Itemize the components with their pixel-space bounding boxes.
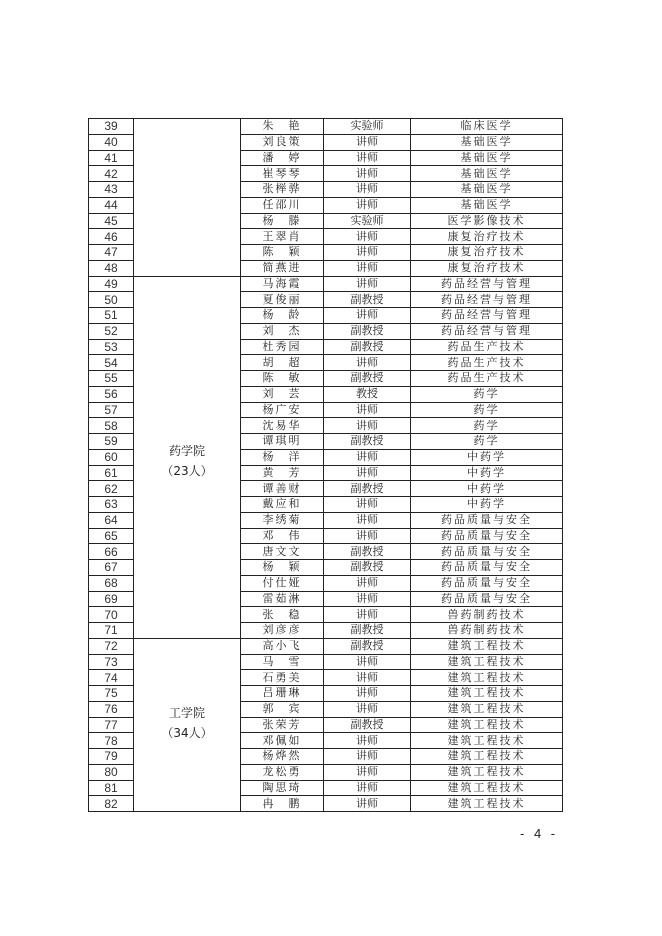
title-cell: 副教授: [324, 717, 411, 733]
title-cell: 讲师: [324, 528, 411, 544]
num-cell: 66: [89, 544, 134, 560]
num-cell: 59: [89, 434, 134, 450]
name-cell: 李绣菊: [241, 512, 324, 528]
title-cell: 讲师: [324, 308, 411, 324]
title-cell: 副教授: [324, 544, 411, 560]
num-cell: 60: [89, 449, 134, 465]
name-cell: 张荣芳: [241, 717, 324, 733]
num-cell: 76: [89, 701, 134, 717]
major-cell: 药学: [411, 402, 563, 418]
num-cell: 78: [89, 733, 134, 749]
major-cell: 药品质量与安全: [411, 591, 563, 607]
table-row: [89, 276, 563, 292]
major-cell: 药品生产技术: [411, 355, 563, 371]
num-cell: 69: [89, 591, 134, 607]
college-name: 工学院: [168, 705, 205, 720]
name-cell: 雷茹淋: [241, 591, 324, 607]
major-cell: 药品质量与安全: [411, 560, 563, 576]
title-cell: 讲师: [324, 260, 411, 276]
major-cell: 临床医学: [411, 119, 563, 135]
major-cell: 中药学: [411, 449, 563, 465]
name-cell: 邓佩如: [241, 733, 324, 749]
title-cell: 副教授: [324, 481, 411, 497]
num-cell: 55: [89, 371, 134, 387]
name-cell: 刘良策: [241, 134, 324, 150]
college-cell: [134, 276, 241, 638]
num-cell: 51: [89, 308, 134, 324]
title-cell: 讲师: [324, 764, 411, 780]
num-cell: 72: [89, 638, 134, 654]
title-cell: 讲师: [324, 607, 411, 623]
major-cell: 建筑工程技术: [411, 733, 563, 749]
num-cell: 52: [89, 323, 134, 339]
num-cell: 39: [89, 119, 134, 135]
num-cell: 57: [89, 402, 134, 418]
num-cell: 45: [89, 213, 134, 229]
major-cell: 建筑工程技术: [411, 670, 563, 686]
major-cell: 建筑工程技术: [411, 654, 563, 670]
title-cell: 讲师: [324, 134, 411, 150]
table-row: [89, 119, 563, 135]
name-cell: 吕珊琳: [241, 686, 324, 702]
name-cell: 陈 颖: [241, 245, 324, 261]
major-cell: 药品质量与安全: [411, 575, 563, 591]
major-cell: 建筑工程技术: [411, 701, 563, 717]
title-cell: 讲师: [324, 166, 411, 182]
name-cell: 马海霞: [241, 276, 324, 292]
name-cell: 杨 龄: [241, 308, 324, 324]
num-cell: 67: [89, 560, 134, 576]
title-cell: 讲师: [324, 229, 411, 245]
title-cell: 讲师: [324, 497, 411, 513]
major-cell: 兽药制药技术: [411, 607, 563, 623]
num-cell: 64: [89, 512, 134, 528]
name-cell: 谭善财: [241, 481, 324, 497]
name-cell: 唐文文: [241, 544, 324, 560]
num-cell: 79: [89, 749, 134, 765]
major-cell: 中药学: [411, 481, 563, 497]
num-cell: 73: [89, 654, 134, 670]
title-cell: 讲师: [324, 402, 411, 418]
num-cell: 54: [89, 355, 134, 371]
num-cell: 74: [89, 670, 134, 686]
staff-table: [88, 118, 563, 812]
major-cell: 药品经营与管理: [411, 308, 563, 324]
num-cell: 75: [89, 686, 134, 702]
num-cell: 77: [89, 717, 134, 733]
title-cell: 讲师: [324, 245, 411, 261]
college-name: 药学院: [168, 444, 205, 459]
major-cell: 药学: [411, 386, 563, 402]
major-cell: 建筑工程技术: [411, 749, 563, 765]
name-cell: 张 稳: [241, 607, 324, 623]
title-cell: 讲师: [324, 465, 411, 481]
name-cell: 杨 滕: [241, 213, 324, 229]
major-cell: 药品生产技术: [411, 339, 563, 355]
major-cell: 医学影像技术: [411, 213, 563, 229]
name-cell: 杨烨然: [241, 749, 324, 765]
num-cell: 80: [89, 764, 134, 780]
name-cell: 崔琴琴: [241, 166, 324, 182]
num-cell: 53: [89, 339, 134, 355]
title-cell: 讲师: [324, 733, 411, 749]
num-cell: 63: [89, 497, 134, 513]
name-cell: 陈 敏: [241, 371, 324, 387]
num-cell: 43: [89, 182, 134, 198]
major-cell: 兽药制药技术: [411, 623, 563, 639]
title-cell: 副教授: [324, 371, 411, 387]
major-cell: 中药学: [411, 465, 563, 481]
major-cell: 康复治疗技术: [411, 260, 563, 276]
name-cell: 刘 杰: [241, 323, 324, 339]
college-cell: [134, 638, 241, 811]
name-cell: 陶思琦: [241, 780, 324, 796]
name-cell: 高小飞: [241, 638, 324, 654]
num-cell: 68: [89, 575, 134, 591]
major-cell: 中药学: [411, 497, 563, 513]
num-cell: 48: [89, 260, 134, 276]
title-cell: 讲师: [324, 591, 411, 607]
major-cell: 基础医学: [411, 182, 563, 198]
college-count: （34人）: [161, 725, 213, 740]
name-cell: 刘彦彦: [241, 623, 324, 639]
title-cell: 讲师: [324, 796, 411, 812]
num-cell: 42: [89, 166, 134, 182]
name-cell: 石勇美: [241, 670, 324, 686]
title-cell: 副教授: [324, 623, 411, 639]
college-cell: [134, 119, 241, 277]
name-cell: 张榉骅: [241, 182, 324, 198]
title-cell: 讲师: [324, 418, 411, 434]
major-cell: 康复治疗技术: [411, 245, 563, 261]
name-cell: 夏俊丽: [241, 292, 324, 308]
major-cell: 基础医学: [411, 150, 563, 166]
title-cell: 讲师: [324, 449, 411, 465]
major-cell: 康复治疗技术: [411, 229, 563, 245]
page-number: - 4 -: [520, 826, 559, 841]
title-cell: 副教授: [324, 323, 411, 339]
name-cell: 冉 鹏: [241, 796, 324, 812]
name-cell: 黄 芳: [241, 465, 324, 481]
name-cell: 龙松勇: [241, 764, 324, 780]
major-cell: 药学: [411, 418, 563, 434]
name-cell: 沈易华: [241, 418, 324, 434]
name-cell: 杨广安: [241, 402, 324, 418]
major-cell: 药品质量与安全: [411, 544, 563, 560]
major-cell: 建筑工程技术: [411, 764, 563, 780]
title-cell: 教授: [324, 386, 411, 402]
name-cell: 简燕进: [241, 260, 324, 276]
name-cell: 戴应和: [241, 497, 324, 513]
title-cell: 讲师: [324, 355, 411, 371]
major-cell: 建筑工程技术: [411, 717, 563, 733]
num-cell: 50: [89, 292, 134, 308]
major-cell: 建筑工程技术: [411, 780, 563, 796]
major-cell: 药品经营与管理: [411, 292, 563, 308]
num-cell: 62: [89, 481, 134, 497]
name-cell: 杨 颖: [241, 560, 324, 576]
num-cell: 65: [89, 528, 134, 544]
name-cell: 付仕娅: [241, 575, 324, 591]
num-cell: 81: [89, 780, 134, 796]
staff-table-body: [89, 119, 563, 812]
name-cell: 杨 洋: [241, 449, 324, 465]
num-cell: 82: [89, 796, 134, 812]
title-cell: 实验师: [324, 119, 411, 135]
name-cell: 任邵川: [241, 197, 324, 213]
title-cell: 讲师: [324, 686, 411, 702]
name-cell: 潘 婷: [241, 150, 324, 166]
title-cell: 讲师: [324, 512, 411, 528]
major-cell: 药品生产技术: [411, 371, 563, 387]
major-cell: 建筑工程技术: [411, 796, 563, 812]
major-cell: 建筑工程技术: [411, 638, 563, 654]
major-cell: 药品质量与安全: [411, 512, 563, 528]
num-cell: 44: [89, 197, 134, 213]
title-cell: 副教授: [324, 560, 411, 576]
name-cell: 马 雪: [241, 654, 324, 670]
title-cell: 讲师: [324, 670, 411, 686]
name-cell: 朱 艳: [241, 119, 324, 135]
num-cell: 58: [89, 418, 134, 434]
name-cell: 刘 芸: [241, 386, 324, 402]
title-cell: 副教授: [324, 292, 411, 308]
major-cell: 基础医学: [411, 134, 563, 150]
college-count: （23人）: [161, 464, 213, 479]
name-cell: 郭 宾: [241, 701, 324, 717]
major-cell: 基础医学: [411, 166, 563, 182]
num-cell: 56: [89, 386, 134, 402]
title-cell: 讲师: [324, 276, 411, 292]
title-cell: 讲师: [324, 749, 411, 765]
major-cell: 药品质量与安全: [411, 528, 563, 544]
num-cell: 49: [89, 276, 134, 292]
num-cell: 41: [89, 150, 134, 166]
title-cell: 讲师: [324, 701, 411, 717]
major-cell: 基础医学: [411, 197, 563, 213]
title-cell: 讲师: [324, 182, 411, 198]
num-cell: 61: [89, 465, 134, 481]
major-cell: 药品经营与管理: [411, 276, 563, 292]
title-cell: 讲师: [324, 575, 411, 591]
title-cell: 实验师: [324, 213, 411, 229]
title-cell: 讲师: [324, 654, 411, 670]
num-cell: 46: [89, 229, 134, 245]
num-cell: 70: [89, 607, 134, 623]
title-cell: 副教授: [324, 638, 411, 654]
table-row: [89, 638, 563, 654]
major-cell: 建筑工程技术: [411, 686, 563, 702]
title-cell: 讲师: [324, 150, 411, 166]
name-cell: 王翠肖: [241, 229, 324, 245]
num-cell: 71: [89, 623, 134, 639]
name-cell: 邓 伟: [241, 528, 324, 544]
name-cell: 杜秀园: [241, 339, 324, 355]
title-cell: 讲师: [324, 197, 411, 213]
name-cell: 谭琪明: [241, 434, 324, 450]
title-cell: 副教授: [324, 434, 411, 450]
num-cell: 40: [89, 134, 134, 150]
num-cell: 47: [89, 245, 134, 261]
major-cell: 药学: [411, 434, 563, 450]
name-cell: 胡 超: [241, 355, 324, 371]
title-cell: 副教授: [324, 339, 411, 355]
title-cell: 讲师: [324, 780, 411, 796]
major-cell: 药品经营与管理: [411, 323, 563, 339]
